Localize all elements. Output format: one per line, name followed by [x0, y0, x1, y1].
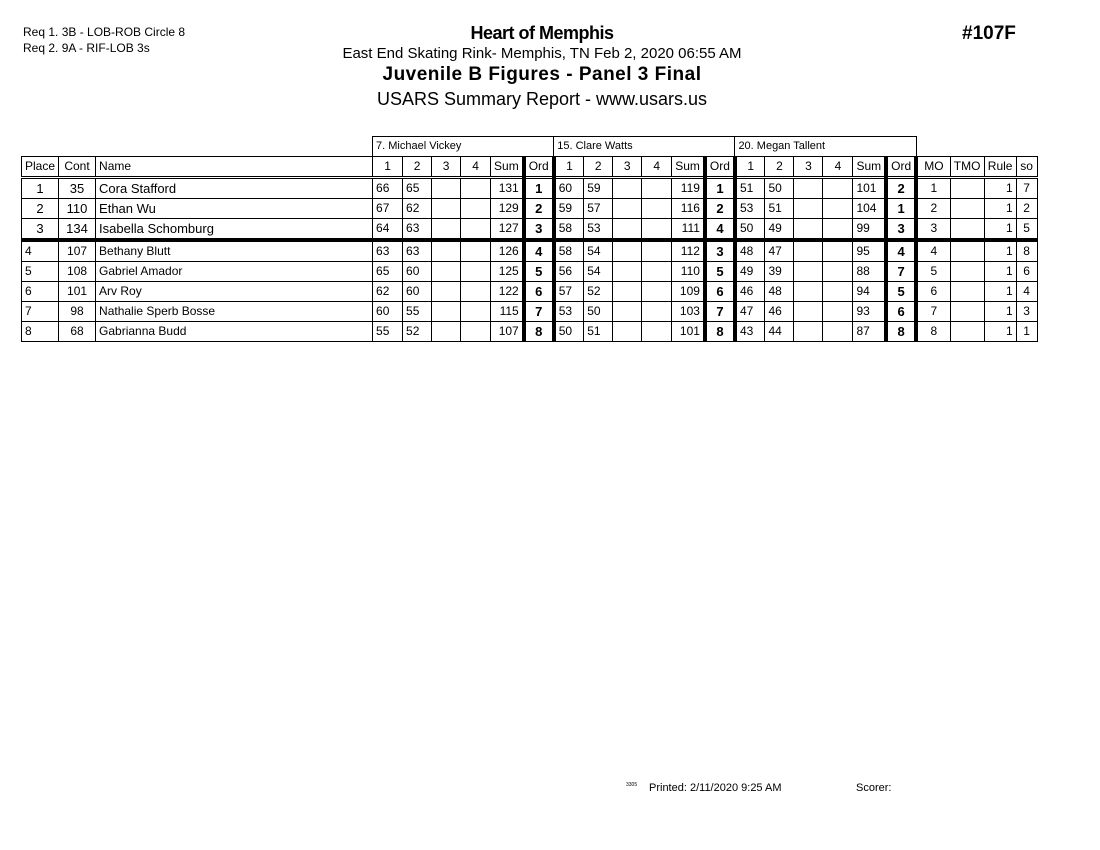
- score-cell: 44: [765, 322, 794, 342]
- score-cell: [432, 302, 461, 322]
- header-score-3: 3: [432, 157, 461, 178]
- score-cell: [613, 178, 642, 199]
- judge-header-row: [22, 137, 1038, 157]
- score-cell: [642, 262, 672, 282]
- score-cell: [794, 262, 823, 282]
- score-cell: 57: [584, 199, 613, 219]
- score-cell: [613, 240, 642, 262]
- rule-cell: 1: [984, 178, 1016, 199]
- score-cell: [432, 282, 461, 302]
- score-cell: [432, 178, 461, 199]
- sum-cell: 107: [491, 322, 524, 342]
- cont-cell: 107: [59, 240, 96, 262]
- score-cell: [642, 199, 672, 219]
- place-cell: 5: [22, 262, 59, 282]
- mo-cell: 7: [916, 302, 950, 322]
- score-cell: [461, 199, 491, 219]
- score-cell: [823, 302, 853, 322]
- score-cell: 60: [403, 282, 432, 302]
- score-cell: [794, 282, 823, 302]
- printed-timestamp: Printed: 2/11/2020 9:25 AM: [649, 782, 782, 794]
- score-cell: [794, 199, 823, 219]
- sum-cell: 122: [491, 282, 524, 302]
- mo-cell: 5: [916, 262, 950, 282]
- rule-cell: 1: [984, 199, 1016, 219]
- score-cell: 60: [403, 262, 432, 282]
- score-cell: 62: [403, 199, 432, 219]
- ordinal-cell: 1: [886, 199, 916, 219]
- score-cell: 46: [765, 302, 794, 322]
- ordinal-cell: 3: [524, 219, 554, 241]
- score-cell: [823, 322, 853, 342]
- header-cont: Cont: [59, 157, 96, 178]
- header-rule: Rule: [984, 157, 1016, 178]
- score-cell: 54: [584, 240, 613, 262]
- score-cell: [461, 178, 491, 199]
- score-cell: [823, 219, 853, 241]
- sum-cell: 93: [853, 302, 886, 322]
- rule-cell: 1: [984, 282, 1016, 302]
- score-cell: 57: [554, 282, 584, 302]
- score-cell: [642, 240, 672, 262]
- score-cell: 52: [584, 282, 613, 302]
- ordinal-cell: 8: [886, 322, 916, 342]
- score-cell: [461, 219, 491, 241]
- judge-2-header: 15. Clare Watts: [554, 137, 735, 157]
- score-cell: [823, 240, 853, 262]
- so-cell: 2: [1016, 199, 1037, 219]
- score-cell: [642, 282, 672, 302]
- report-title: USARS Summary Report - www.usars.us: [376, 89, 708, 109]
- footer-code: 3305: [626, 782, 638, 788]
- ordinal-cell: 1: [705, 178, 735, 199]
- score-cell: [432, 240, 461, 262]
- score-cell: 50: [765, 178, 794, 199]
- score-cell: 58: [554, 219, 584, 241]
- score-cell: [432, 219, 461, 241]
- so-cell: 5: [1016, 219, 1037, 241]
- name-cell: Cora Stafford: [96, 178, 373, 199]
- score-cell: [461, 282, 491, 302]
- competition-title: Heart of Memphis: [470, 23, 614, 43]
- place-cell: 7: [22, 302, 59, 322]
- cont-cell: 134: [59, 219, 96, 241]
- sum-cell: 101: [853, 178, 886, 199]
- scorer-label: Scorer:: [856, 782, 892, 794]
- header-score-3: 3: [794, 157, 823, 178]
- score-cell: [461, 302, 491, 322]
- header-score-2: 2: [403, 157, 432, 178]
- ordinal-cell: 6: [705, 282, 735, 302]
- sum-cell: 115: [491, 302, 524, 322]
- score-cell: [794, 219, 823, 241]
- ordinal-cell: 7: [705, 302, 735, 322]
- score-cell: [613, 199, 642, 219]
- cont-cell: 101: [59, 282, 96, 302]
- score-cell: [823, 178, 853, 199]
- cont-cell: 110: [59, 199, 96, 219]
- column-header-row: [22, 157, 1038, 178]
- score-cell: [642, 322, 672, 342]
- event-number: #107F: [962, 23, 1016, 44]
- so-cell: 6: [1016, 262, 1037, 282]
- event-title: Juvenile B Figures - Panel 3 Final: [382, 64, 702, 85]
- mo-cell: 2: [916, 199, 950, 219]
- rule-cell: 1: [984, 219, 1016, 241]
- cont-cell: 68: [59, 322, 96, 342]
- score-cell: [642, 219, 672, 241]
- requirement-2: Req 2. 9A - RIF-LOB 3s: [23, 41, 150, 55]
- header-score-3: 3: [613, 157, 642, 178]
- rule-cell: 1: [984, 302, 1016, 322]
- table-row: [22, 199, 1038, 219]
- sum-cell: 126: [491, 240, 524, 262]
- score-cell: 59: [584, 178, 613, 199]
- score-cell: 52: [403, 322, 432, 342]
- ordinal-cell: 7: [886, 262, 916, 282]
- score-cell: [461, 322, 491, 342]
- ordinal-cell: 5: [886, 282, 916, 302]
- name-cell: Ethan Wu: [96, 199, 373, 219]
- score-cell: 60: [554, 178, 584, 199]
- score-cell: [823, 262, 853, 282]
- score-cell: [794, 302, 823, 322]
- name-cell: Nathalie Sperb Bosse: [96, 302, 373, 322]
- sum-cell: 88: [853, 262, 886, 282]
- judge-1-header: 7. Michael Vickey: [373, 137, 554, 157]
- score-cell: [823, 282, 853, 302]
- tmo-cell: [950, 262, 984, 282]
- header-sum: Sum: [672, 157, 705, 178]
- table-row: [22, 178, 1038, 199]
- mo-cell: 3: [916, 219, 950, 241]
- score-cell: 58: [554, 240, 584, 262]
- name-cell: Bethany Blutt: [96, 240, 373, 262]
- sum-cell: 119: [672, 178, 705, 199]
- mo-cell: 8: [916, 322, 950, 342]
- tmo-cell: [950, 322, 984, 342]
- so-cell: 1: [1016, 322, 1037, 342]
- score-cell: 50: [554, 322, 584, 342]
- sum-cell: 95: [853, 240, 886, 262]
- score-cell: [642, 178, 672, 199]
- table-row: [22, 240, 1038, 262]
- header-score-2: 2: [584, 157, 613, 178]
- ordinal-cell: 1: [524, 178, 554, 199]
- so-cell: 7: [1016, 178, 1037, 199]
- ordinal-cell: 6: [524, 282, 554, 302]
- header-ord: Ord: [886, 157, 916, 178]
- place-cell: 3: [22, 219, 59, 241]
- header-score-2: 2: [765, 157, 794, 178]
- sum-cell: 87: [853, 322, 886, 342]
- ordinal-cell: 4: [886, 240, 916, 262]
- ordinal-cell: 3: [886, 219, 916, 241]
- sum-cell: 99: [853, 219, 886, 241]
- score-cell: [613, 302, 642, 322]
- score-cell: [613, 282, 642, 302]
- place-cell: 8: [22, 322, 59, 342]
- ordinal-cell: 4: [524, 240, 554, 262]
- ordinal-cell: 2: [886, 178, 916, 199]
- tmo-cell: [950, 302, 984, 322]
- place-cell: 6: [22, 282, 59, 302]
- so-cell: 3: [1016, 302, 1037, 322]
- score-cell: [461, 240, 491, 262]
- cont-cell: 108: [59, 262, 96, 282]
- name-cell: Isabella Schomburg: [96, 219, 373, 241]
- header-ord: Ord: [705, 157, 735, 178]
- score-cell: 53: [735, 199, 765, 219]
- score-cell: 43: [735, 322, 765, 342]
- rule-cell: 1: [984, 262, 1016, 282]
- rule-cell: 1: [984, 322, 1016, 342]
- score-cell: 63: [403, 219, 432, 241]
- header-score-4: 4: [642, 157, 672, 178]
- score-cell: [432, 199, 461, 219]
- place-cell: 1: [22, 178, 59, 199]
- tmo-cell: [950, 219, 984, 241]
- judge-3-header: 20. Megan Tallent: [735, 137, 916, 157]
- score-cell: 66: [373, 178, 403, 199]
- tmo-cell: [950, 178, 984, 199]
- header-score-4: 4: [461, 157, 491, 178]
- header-score-1: 1: [554, 157, 584, 178]
- ordinal-cell: 2: [524, 199, 554, 219]
- ordinal-cell: 5: [705, 262, 735, 282]
- score-cell: 50: [584, 302, 613, 322]
- name-cell: Gabriel Amador: [96, 262, 373, 282]
- table-row: [22, 219, 1038, 241]
- sum-cell: 116: [672, 199, 705, 219]
- ordinal-cell: 6: [886, 302, 916, 322]
- sum-cell: 109: [672, 282, 705, 302]
- header-score-1: 1: [373, 157, 403, 178]
- score-cell: 49: [765, 219, 794, 241]
- header-ord: Ord: [524, 157, 554, 178]
- blank-header: [22, 137, 373, 157]
- score-cell: [613, 262, 642, 282]
- score-cell: 53: [554, 302, 584, 322]
- score-cell: 50: [735, 219, 765, 241]
- score-cell: 53: [584, 219, 613, 241]
- header-score-4: 4: [823, 157, 853, 178]
- so-cell: 8: [1016, 240, 1037, 262]
- score-cell: [794, 240, 823, 262]
- table-row: [22, 262, 1038, 282]
- name-cell: Arv Roy: [96, 282, 373, 302]
- mo-cell: 1: [916, 178, 950, 199]
- score-cell: [461, 262, 491, 282]
- table-row: [22, 302, 1038, 322]
- score-cell: 48: [765, 282, 794, 302]
- score-cell: 67: [373, 199, 403, 219]
- sum-cell: 110: [672, 262, 705, 282]
- name-cell: Gabrianna Budd: [96, 322, 373, 342]
- ordinal-cell: 4: [705, 219, 735, 241]
- sum-cell: 125: [491, 262, 524, 282]
- results-table: [21, 136, 1038, 342]
- score-cell: [432, 322, 461, 342]
- score-cell: 55: [373, 322, 403, 342]
- sum-cell: 103: [672, 302, 705, 322]
- score-cell: 51: [735, 178, 765, 199]
- score-cell: 47: [765, 240, 794, 262]
- place-cell: 4: [22, 240, 59, 262]
- mo-cell: 4: [916, 240, 950, 262]
- score-cell: [794, 322, 823, 342]
- tmo-cell: [950, 282, 984, 302]
- header-sum: Sum: [853, 157, 886, 178]
- score-cell: 56: [554, 262, 584, 282]
- cont-cell: 98: [59, 302, 96, 322]
- table-row: [22, 322, 1038, 342]
- sum-cell: 127: [491, 219, 524, 241]
- score-cell: 60: [373, 302, 403, 322]
- score-cell: 47: [735, 302, 765, 322]
- score-cell: 51: [584, 322, 613, 342]
- venue-date: East End Skating Rink- Memphis, TN Feb 2, 2020 06:55 AM: [342, 45, 742, 62]
- header-mo: MO: [916, 157, 950, 178]
- score-cell: 65: [373, 262, 403, 282]
- place-cell: 2: [22, 199, 59, 219]
- header-name: Name: [96, 157, 373, 178]
- sum-cell: 94: [853, 282, 886, 302]
- score-cell: 65: [403, 178, 432, 199]
- sum-cell: 101: [672, 322, 705, 342]
- ordinal-cell: 8: [524, 322, 554, 342]
- ordinal-cell: 7: [524, 302, 554, 322]
- results-body: [22, 178, 1038, 342]
- score-cell: [432, 262, 461, 282]
- header-sum: Sum: [491, 157, 524, 178]
- score-cell: 62: [373, 282, 403, 302]
- header-score-1: 1: [735, 157, 765, 178]
- sum-cell: 111: [672, 219, 705, 241]
- score-cell: 63: [373, 240, 403, 262]
- header-so: so: [1016, 157, 1037, 178]
- score-cell: [613, 322, 642, 342]
- ordinal-cell: 3: [705, 240, 735, 262]
- so-cell: 4: [1016, 282, 1037, 302]
- requirement-1: Req 1. 3B - LOB-ROB Circle 8: [23, 25, 186, 39]
- sum-cell: 131: [491, 178, 524, 199]
- score-cell: 64: [373, 219, 403, 241]
- score-cell: 59: [554, 199, 584, 219]
- table-row: [22, 282, 1038, 302]
- ordinal-cell: 2: [705, 199, 735, 219]
- score-cell: [613, 219, 642, 241]
- score-cell: 54: [584, 262, 613, 282]
- score-cell: 55: [403, 302, 432, 322]
- rule-cell: 1: [984, 240, 1016, 262]
- score-cell: [642, 302, 672, 322]
- tmo-cell: [950, 199, 984, 219]
- sum-cell: 129: [491, 199, 524, 219]
- score-cell: 49: [735, 262, 765, 282]
- cont-cell: 35: [59, 178, 96, 199]
- sum-cell: 112: [672, 240, 705, 262]
- mo-cell: 6: [916, 282, 950, 302]
- score-cell: 51: [765, 199, 794, 219]
- ordinal-cell: 5: [524, 262, 554, 282]
- header-tmo: TMO: [950, 157, 984, 178]
- ordinal-cell: 8: [705, 322, 735, 342]
- score-cell: 46: [735, 282, 765, 302]
- score-cell: 63: [403, 240, 432, 262]
- sum-cell: 104: [853, 199, 886, 219]
- score-cell: [823, 199, 853, 219]
- score-cell: 48: [735, 240, 765, 262]
- score-cell: 39: [765, 262, 794, 282]
- score-cell: [794, 178, 823, 199]
- tmo-cell: [950, 240, 984, 262]
- header-place: Place: [22, 157, 59, 178]
- blank-header-right: [916, 137, 1037, 157]
